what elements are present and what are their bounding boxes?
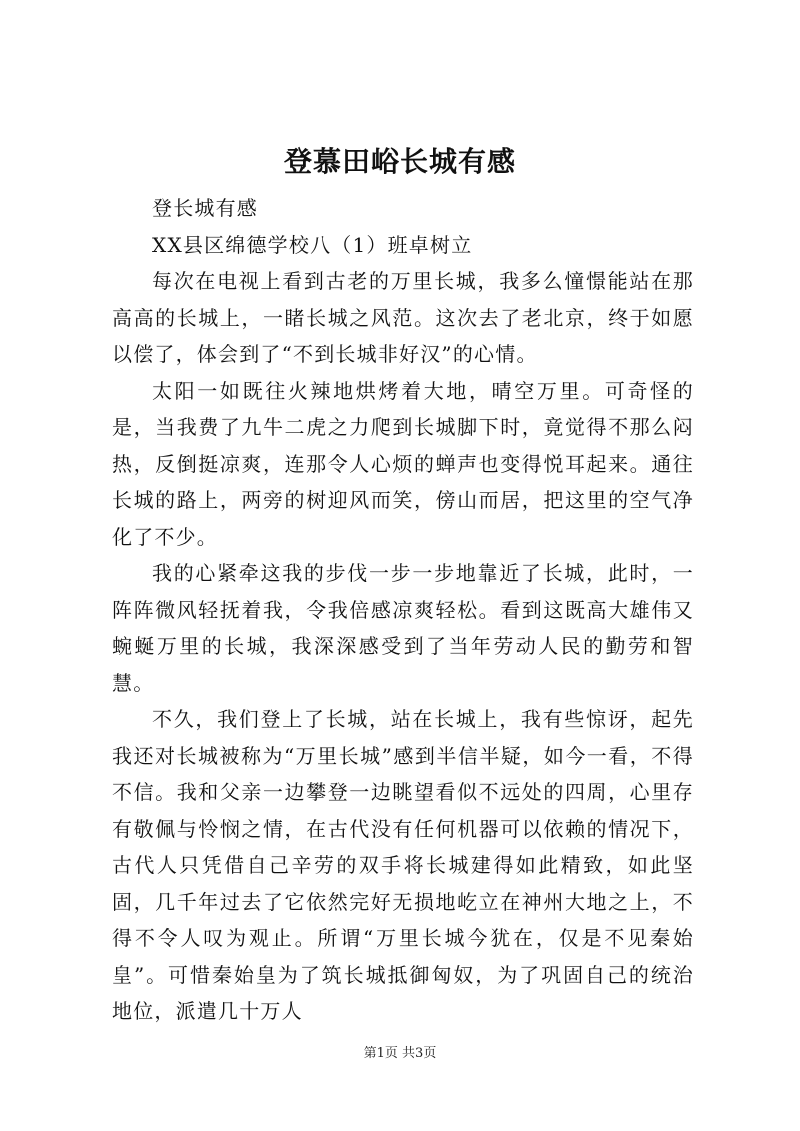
paragraph-subtitle: 登长城有感 <box>152 196 258 220</box>
paragraph-author: XX县区绵德学校八（1）班卓树立 <box>152 232 473 257</box>
document-title: 登慕田峪长城有感 <box>283 145 516 178</box>
paragraph-1: 每次在电视上看到古老的万里长城，我多么憧憬能站在那高高的长城上，一睹长城之风范。这次去了老北京，终于如愿以偿了，体会到了“不到长城非好汉”的心情。 <box>112 269 694 366</box>
page-footer: 第1页 共3页 <box>363 1046 437 1061</box>
paragraph-3: 我的心紧牵这我的步伐一步一步地靠近了长城，此时，一阵阵微风轻抚着我，令我倍感凉爽轻松。看到这既高大雄伟又蜿蜒万里的长城，我深深感受到了当年劳动人民的勤劳和智慧。 <box>112 561 694 695</box>
paragraph-4: 不久，我们登上了长城，站在长城上，我有些惊讶，起先我还对长城被称为“万里长城”感到半信半疑，如今一看，不得不信。我和父亲一边攀登一边眺望看似不远处的四周，心里存有敬佩与怜悯之情，在古代没有任何机器可以依赖的情况下，古代人只凭借自己辛劳的双手将长城建得如此精致，如此坚固，几千年过去了它依然完好无损地屹立在神州大地之上，不得不令人叹为观止。所谓“万里长城今犹在，仅是不见秦始皇”。可惜秦始皇为了筑长城抵御匈奴，为了巩固自己的统治地位，派遣几十万人 <box>112 707 694 1023</box>
document-body <box>112 190 694 1030</box>
paragraph-2: 太阳一如既往火辣地烘烤着大地，晴空万里。可奇怪的是，当我费了九牛二虎之力爬到长城脚下时，竟觉得不那么闷热，反倒挺凉爽，连那令人心烦的蝉声也变得悦耳起来。通往长城的路上，两旁的树迎风而笑，傍山而居，把这里的空气净化了不少。 <box>112 378 694 549</box>
